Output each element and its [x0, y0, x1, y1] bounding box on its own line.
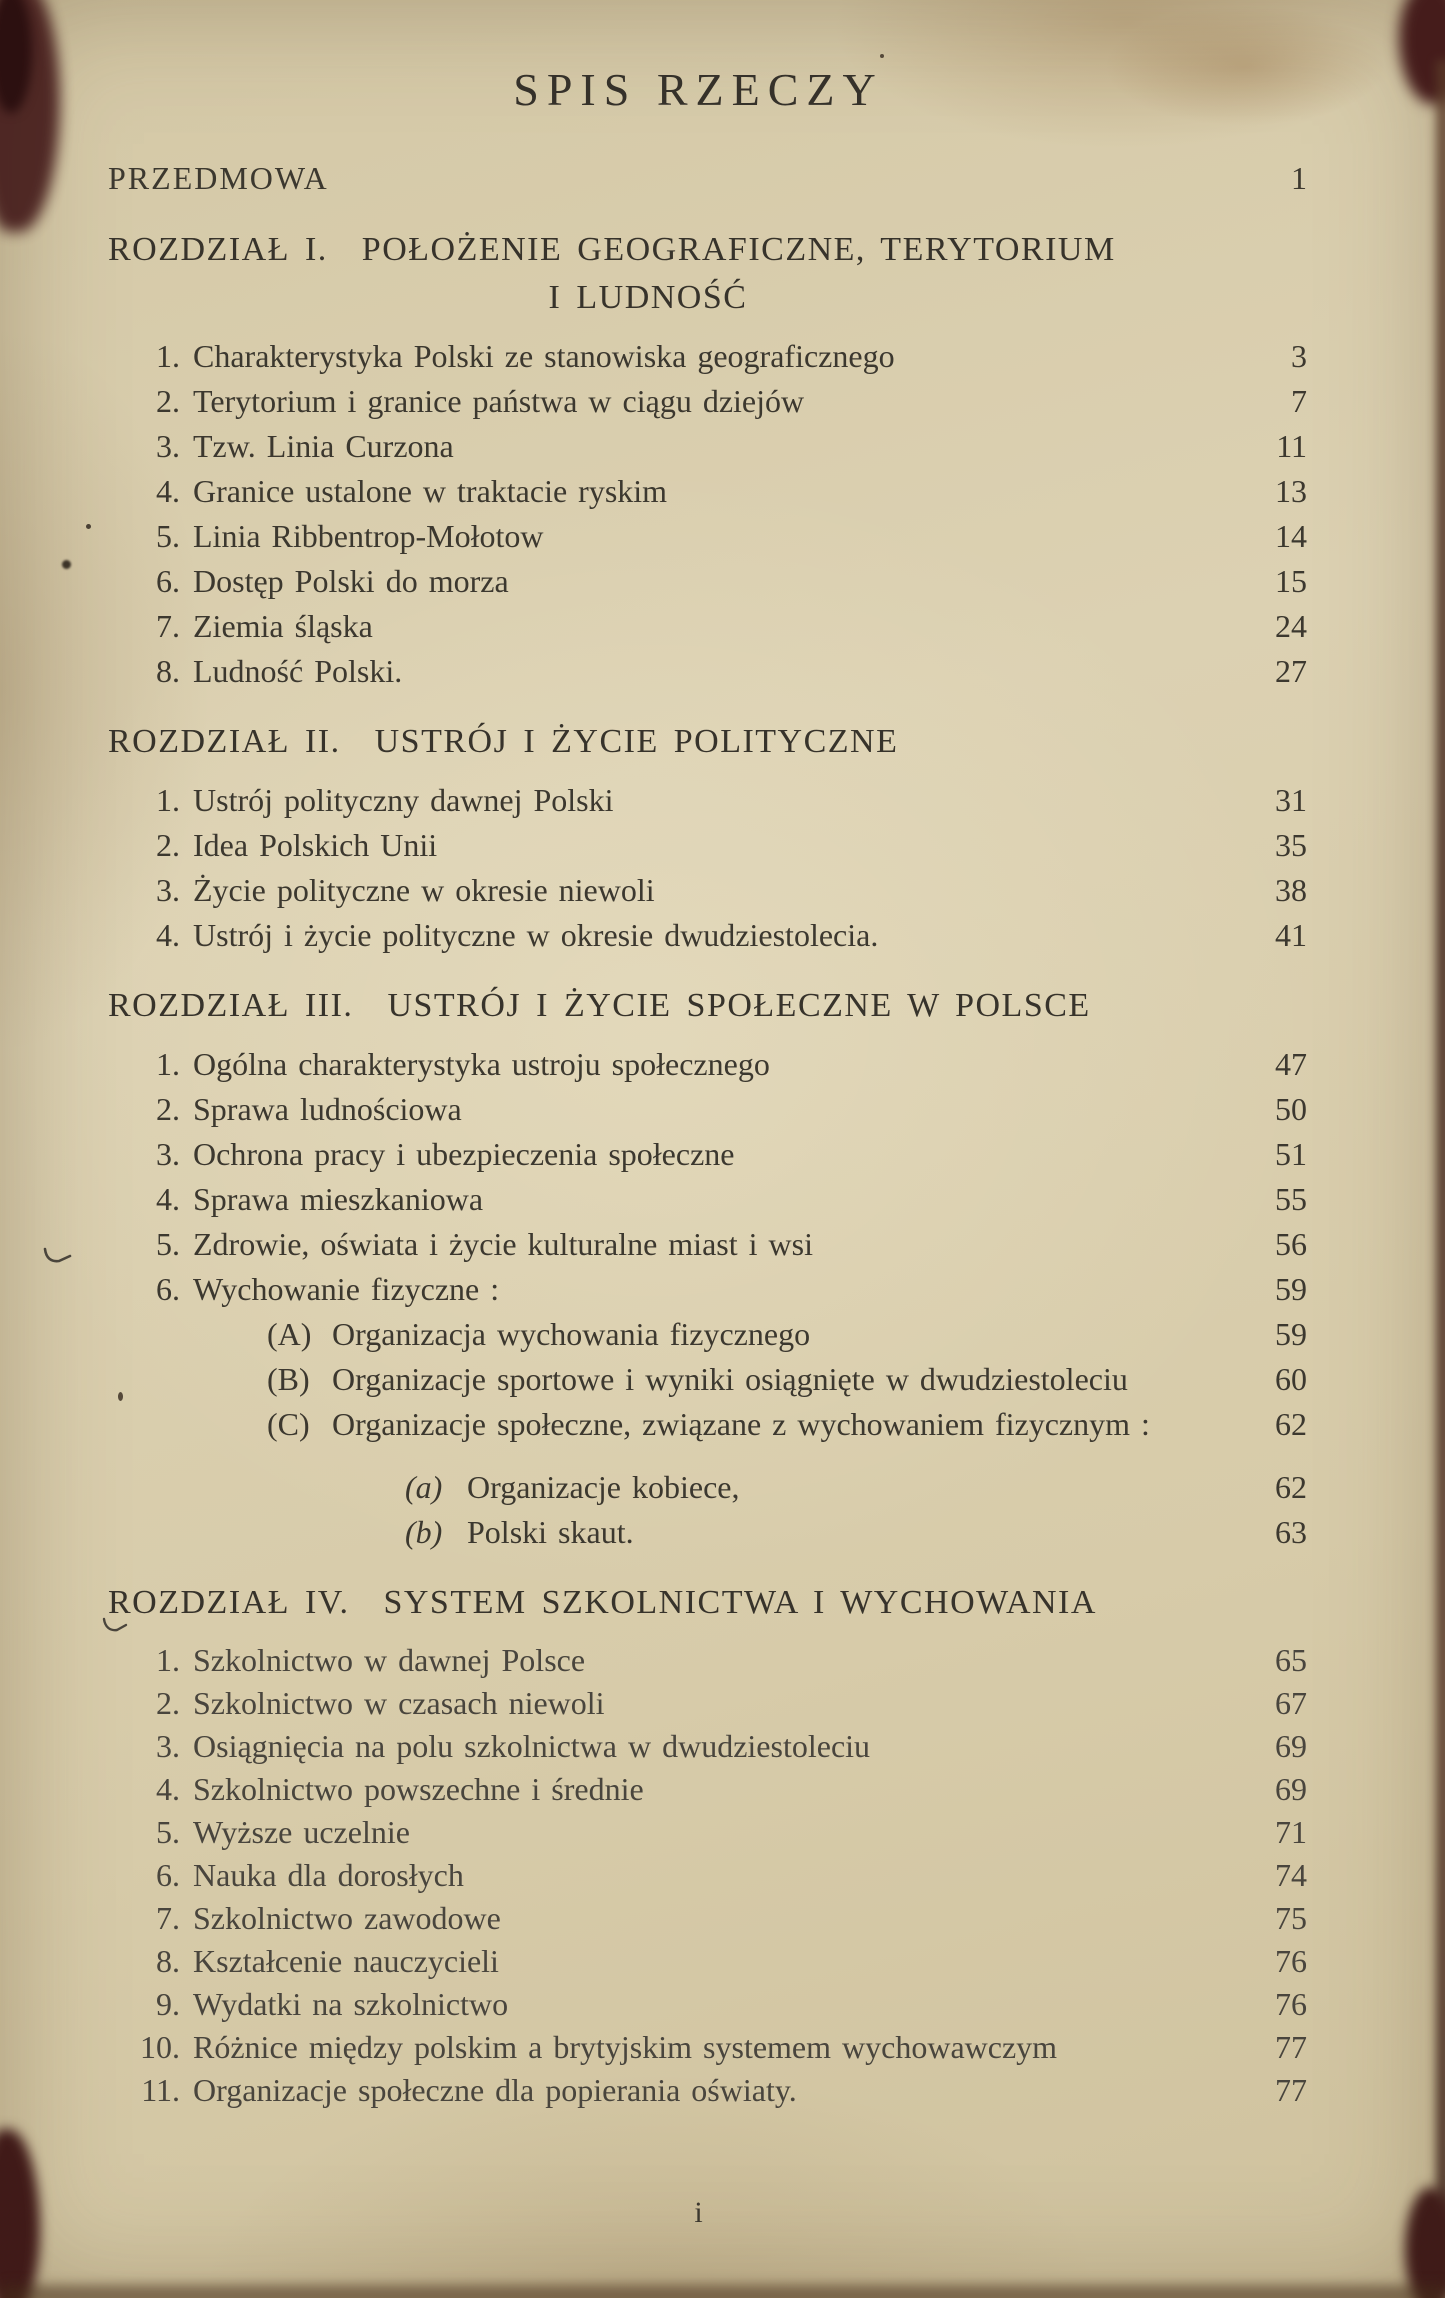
item-number: 4.	[156, 473, 180, 509]
item-page-number: 75	[1275, 1900, 1307, 1936]
item-page-number: 76	[1275, 1986, 1307, 2022]
chapter-number: ROZDZIAŁ I.	[108, 231, 328, 268]
item-title: Ustrój i życie polityczne w okresie dwudziestolecia.	[193, 917, 879, 953]
item-page-number: 62	[1275, 1406, 1307, 1442]
chapter-title: USTRÓJ I ŻYCIE SPOŁECZNE W POLSCE	[387, 987, 1091, 1024]
item-page-number: 50	[1275, 1091, 1307, 1127]
chapter-heading	[108, 1579, 1307, 1627]
item-page-number: 24	[1275, 608, 1307, 644]
toc-row	[130, 1854, 1307, 1897]
toc-row	[130, 1087, 1307, 1132]
toc-row	[130, 1267, 1307, 1312]
item-number: 11.	[141, 2072, 180, 2108]
item-page-number: 1	[1291, 160, 1307, 196]
book-cover-edge	[0, 0, 60, 232]
toc-subrow	[130, 1402, 1307, 1447]
item-number: 8.	[156, 1943, 180, 1979]
item-page-number: 14	[1275, 518, 1307, 554]
toc-row	[130, 1639, 1307, 1682]
item-page-number: 31	[1275, 782, 1307, 818]
book-cover-edge	[0, 0, 32, 113]
item-page-number: 69	[1275, 1771, 1307, 1807]
item-page-number: 56	[1275, 1226, 1307, 1262]
item-title: Zdrowie, oświata i życie kulturalne miast i wsi	[193, 1226, 813, 1262]
item-page-number: 35	[1275, 827, 1307, 863]
toc-row	[130, 868, 1307, 913]
item-title: Tzw. Linia Curzona	[193, 428, 454, 464]
item-number: 6.	[156, 563, 180, 599]
item-title: Szkolnictwo zawodowe	[193, 1900, 501, 1936]
toc-row	[130, 778, 1307, 823]
item-title: Nauka dla dorosłych	[193, 1857, 464, 1893]
item-page-number: 55	[1275, 1181, 1307, 1217]
item-number: 2.	[156, 1685, 180, 1721]
toc-row	[130, 1983, 1307, 2026]
toc-row	[130, 1811, 1307, 1854]
ink-speck	[62, 560, 71, 569]
item-title: Ustrój polityczny dawnej Polski	[193, 782, 614, 818]
item-title: Polski skaut.	[467, 1514, 634, 1550]
book-cover-edge	[1399, 0, 1445, 104]
item-page-number: 69	[1275, 1728, 1307, 1764]
item-title: Ogólna charakterystyka ustroju społecznego	[193, 1046, 770, 1082]
item-page-number: 59	[1275, 1316, 1307, 1352]
toc-row	[130, 1940, 1307, 1983]
item-number: 1.	[156, 338, 180, 374]
item-number: (C)	[267, 1406, 310, 1442]
table-of-contents	[108, 0, 1307, 2230]
item-page-number: 38	[1275, 872, 1307, 908]
toc-subrow	[130, 1357, 1307, 1402]
chapter-section	[108, 982, 1307, 1555]
toc-row	[130, 823, 1307, 868]
page-folio: i	[694, 2196, 703, 2229]
toc-row	[130, 334, 1307, 379]
item-page-number: 59	[1275, 1271, 1307, 1307]
toc-row	[130, 649, 1307, 694]
item-page-number: 3	[1291, 338, 1307, 374]
item-page-number: 76	[1275, 1943, 1307, 1979]
book-cover-edge	[0, 2285, 1445, 2298]
item-page-number: 7	[1291, 383, 1307, 419]
pencil-mark	[102, 1606, 128, 1644]
item-number: 3.	[156, 428, 180, 464]
item-number: 4.	[156, 1181, 180, 1217]
item-page-number: 60	[1275, 1361, 1307, 1397]
item-title: Życie polityczne w okresie niewoli	[193, 872, 655, 908]
book-cover-edge	[0, 2129, 40, 2298]
chapter-title-line2: I LUDNOŚĆ	[548, 279, 748, 316]
item-page-number: 71	[1275, 1814, 1307, 1850]
book-cover-edge	[1405, 2187, 1445, 2298]
toc-row	[130, 1177, 1307, 1222]
item-page-number: 47	[1275, 1046, 1307, 1082]
item-title: Dostęp Polski do morza	[193, 563, 509, 599]
item-title: Szkolnictwo powszechne i średnie	[193, 1771, 644, 1807]
item-title: Wychowanie fizyczne :	[193, 1271, 500, 1307]
item-title: Terytorium i granice państwa w ciągu dziejów	[193, 383, 805, 419]
item-title: Granice ustalone w traktacie ryskim	[193, 473, 668, 509]
page-title: SPIS RZECZY	[513, 64, 884, 115]
item-title: Sprawa ludnościowa	[193, 1091, 462, 1127]
item-page-number: 13	[1275, 473, 1307, 509]
item-title: Organizacje sportowe i wyniki osiągnięte w dwudziestoleciu	[332, 1361, 1128, 1397]
chapter-section	[108, 1579, 1307, 2112]
toc-row	[130, 1042, 1307, 1087]
item-title: Wydatki na szkolnictwo	[193, 1986, 509, 2022]
item-number: 3.	[156, 1728, 180, 1764]
item-title: Organizacja wychowania fizycznego	[332, 1316, 811, 1352]
item-page-number: 63	[1275, 1514, 1307, 1550]
toc-row	[130, 424, 1307, 469]
chapter-number: ROZDZIAŁ IV.	[108, 1584, 350, 1621]
item-title: Szkolnictwo w dawnej Polsce	[193, 1642, 586, 1678]
item-number: 7.	[156, 1900, 180, 1936]
chapter-heading	[108, 718, 1307, 766]
item-number: 1.	[156, 1046, 180, 1082]
item-number: (a)	[405, 1469, 443, 1505]
item-number: 2.	[156, 1091, 180, 1127]
item-title: Organizacje społeczne dla popierania oświaty.	[193, 2072, 797, 2108]
item-title: Kształcenie nauczycieli	[193, 1943, 499, 1979]
item-page-number: 77	[1275, 2029, 1307, 2065]
front-matter-label: PRZEDMOWA	[108, 160, 329, 196]
toc-row	[130, 514, 1307, 559]
item-title: Ludność Polski.	[193, 653, 403, 689]
item-title: Osiągnięcia na polu szkolnictwa w dwudziestoleciu	[193, 1728, 871, 1764]
toc-row	[130, 469, 1307, 514]
item-number: 7.	[156, 608, 180, 644]
item-number: 2.	[156, 827, 180, 863]
item-page-number: 67	[1275, 1685, 1307, 1721]
item-page-number: 41	[1275, 917, 1307, 953]
ink-speck	[118, 1392, 123, 1401]
item-number: (b)	[405, 1514, 443, 1550]
chapter-number: ROZDZIAŁ II.	[108, 723, 341, 760]
item-title: Organizacje kobiece,	[467, 1469, 740, 1505]
item-title: Sprawa mieszkaniowa	[193, 1181, 484, 1217]
toc-row	[130, 913, 1307, 958]
toc-row	[130, 2026, 1307, 2069]
item-number: 5.	[156, 1814, 180, 1850]
item-page-number: 27	[1275, 653, 1307, 689]
chapter-heading	[108, 226, 1307, 322]
toc-row	[130, 1768, 1307, 1811]
item-number: 4.	[156, 917, 180, 953]
item-number: 8.	[156, 653, 180, 689]
item-title: Organizacje społeczne, związane z wychowaniem fizycznym :	[332, 1406, 1150, 1442]
chapter-section	[108, 718, 1307, 958]
item-title: Wyższe uczelnie	[193, 1814, 410, 1850]
toc-row	[130, 1222, 1307, 1267]
item-number: 1.	[156, 1642, 180, 1678]
chapter-title: SYSTEM SZKOLNICTWA I WYCHOWANIA	[383, 1584, 1097, 1621]
toc-subrow	[130, 1465, 1307, 1510]
toc-row	[130, 559, 1307, 604]
item-title: Ziemia śląska	[193, 608, 373, 644]
toc-row	[130, 604, 1307, 649]
item-number: 4.	[156, 1771, 180, 1807]
toc-subrow	[130, 1312, 1307, 1357]
item-number: 3.	[156, 872, 180, 908]
toc-row	[130, 2069, 1307, 2112]
item-number: 9.	[156, 1986, 180, 2022]
item-title: Ochrona pracy i ubezpieczenia społeczne	[193, 1136, 735, 1172]
toc-row	[130, 1897, 1307, 1940]
toc-row	[130, 1682, 1307, 1725]
chapter-title: POŁOŻENIE GEOGRAFICZNE, TERYTORIUM	[361, 231, 1116, 268]
item-page-number: 51	[1275, 1136, 1307, 1172]
item-number: 10.	[140, 2029, 180, 2065]
item-title: Idea Polskich Unii	[193, 827, 438, 863]
item-title: Szkolnictwo w czasach niewoli	[193, 1685, 605, 1721]
book-cover-edge	[1436, 60, 1445, 2290]
item-number: 1.	[156, 782, 180, 818]
chapter-section	[108, 226, 1307, 694]
toc-row	[130, 1132, 1307, 1177]
item-number: 2.	[156, 383, 180, 419]
item-title: Różnice między polskim a brytyjskim systemem wychowawczym	[193, 2029, 1058, 2065]
item-page-number: 74	[1275, 1857, 1307, 1893]
item-page-number: 77	[1275, 2072, 1307, 2108]
item-page-number: 65	[1275, 1642, 1307, 1678]
item-number: 5.	[156, 1226, 180, 1262]
ink-speck	[86, 524, 91, 529]
item-page-number: 11	[1276, 428, 1307, 464]
item-page-number: 15	[1275, 563, 1307, 599]
item-number: 6.	[156, 1271, 180, 1307]
pencil-mark	[42, 1233, 72, 1278]
toc-subrow	[130, 1510, 1307, 1555]
item-number: (B)	[267, 1361, 310, 1397]
toc-row	[130, 379, 1307, 424]
chapter-title: USTRÓJ I ŻYCIE POLITYCZNE	[374, 723, 899, 760]
item-title: Charakterystyka Polski ze stanowiska geograficznego	[193, 338, 895, 374]
toc-row	[108, 154, 1307, 202]
chapter-heading	[108, 982, 1307, 1030]
item-number: 6.	[156, 1857, 180, 1893]
item-title: Linia Ribbentrop-Mołotow	[193, 518, 544, 554]
chapter-number: ROZDZIAŁ III.	[108, 987, 354, 1024]
item-number: 5.	[156, 518, 180, 554]
item-number: (A)	[267, 1316, 312, 1352]
item-page-number: 62	[1275, 1469, 1307, 1505]
item-number: 3.	[156, 1136, 180, 1172]
toc-row	[130, 1725, 1307, 1768]
